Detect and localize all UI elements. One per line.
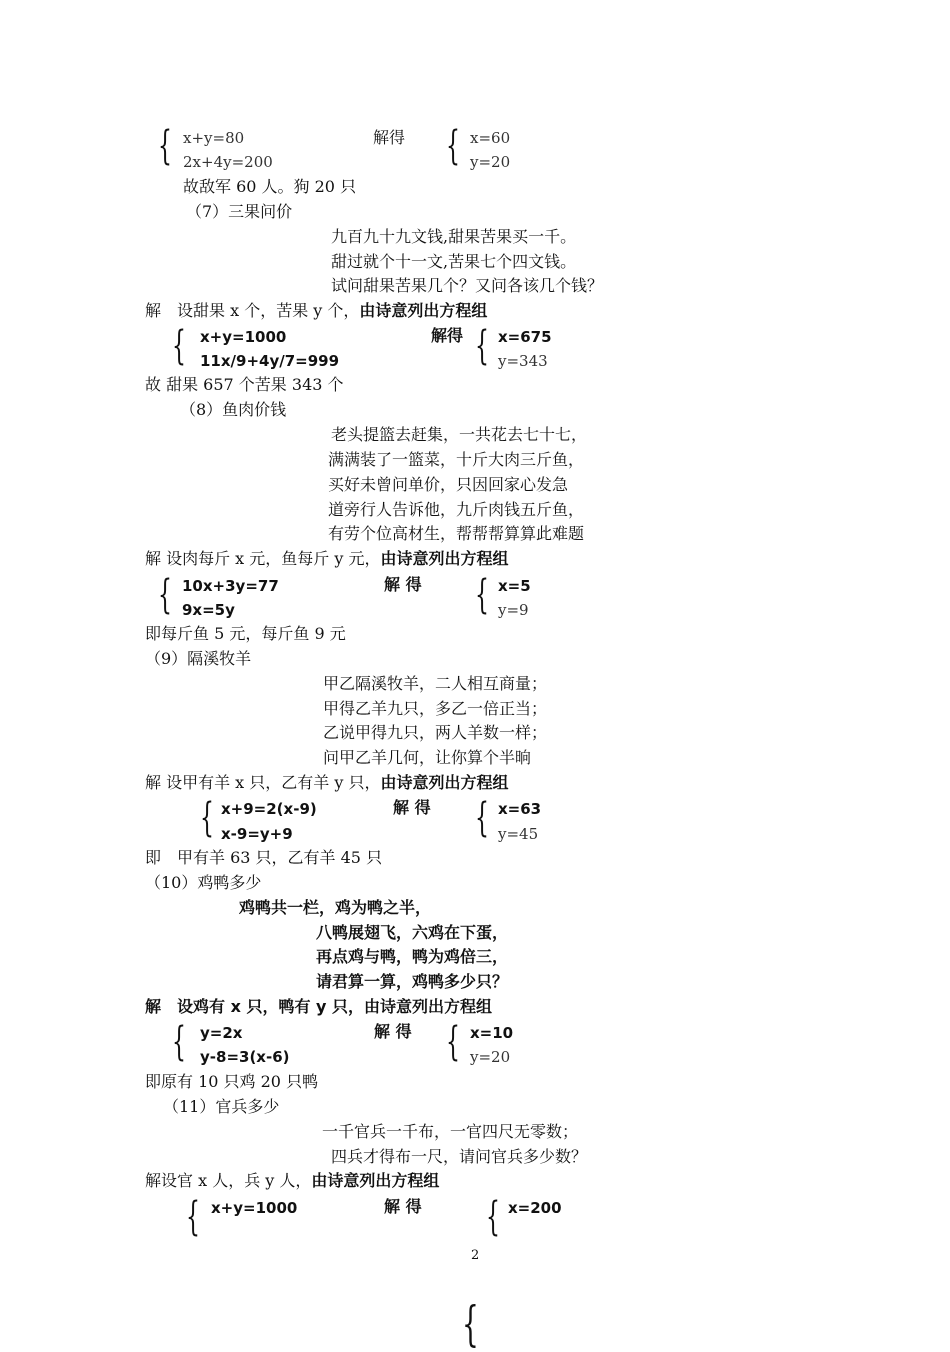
conclusion: 即原有 10 只鸡 20 只鸭	[145, 1072, 319, 1091]
equation: x+y=1000	[211, 1199, 298, 1217]
solve-label: 解得	[431, 326, 464, 345]
solution: y=45	[498, 825, 539, 843]
left-brace: {	[200, 795, 214, 841]
solve-label: 解 得	[384, 575, 422, 594]
poem-line: 问甲乙羊几何，让你算个半晌	[323, 748, 532, 767]
poem-line: 乙说甲得九只，两人羊数一样；	[323, 723, 548, 742]
solve-label: 解得	[373, 128, 406, 147]
solution: x=10	[470, 1024, 514, 1042]
left-brace: {	[475, 323, 489, 369]
problem-title: （8）鱼肉价钱	[180, 400, 287, 419]
left-brace: {	[462, 1296, 479, 1352]
poem-line: 满满装了一篮菜，十斤大肉三斤鱼，	[328, 450, 585, 469]
solve-label: 解 得	[384, 1197, 422, 1216]
solution: y=343	[498, 352, 548, 370]
equation: y=2x	[200, 1024, 243, 1042]
equation: 10x+3y=77	[182, 577, 279, 595]
poem-line: 道旁行人告诉他，九斤肉钱五斤鱼，	[328, 500, 585, 519]
solution: x=60	[470, 129, 511, 147]
solution-setup: 解 设甲有羊 x 只，乙有羊 y 只，由诗意列出方程组	[145, 773, 509, 792]
equation: 11x/9+4y/7=999	[200, 352, 340, 370]
poem-line: 甲得乙羊九只，多乙一倍正当；	[323, 699, 548, 718]
left-brace: {	[158, 572, 172, 618]
poem-line: 九百九十九文钱,甜果苦果买一千。	[331, 227, 577, 246]
equation: x+9=2(x-9)	[221, 800, 317, 818]
solution: y=20	[470, 1048, 511, 1066]
left-brace: {	[158, 123, 172, 169]
equation: x-9=y+9	[221, 825, 293, 843]
equation: x+y=1000	[200, 328, 287, 346]
solution: x=5	[498, 577, 531, 595]
poem-line: 买好未曾问单价，只因回家心发急	[328, 475, 569, 494]
solution-setup: 解设官 x 人，兵 y 人，由诗意列出方程组	[145, 1171, 440, 1190]
equation: x+y=80	[183, 129, 245, 147]
poem-line: 甲乙隔溪牧羊，二人相互商量；	[323, 674, 548, 693]
problem-title: （11）官兵多少	[163, 1097, 280, 1116]
solution: x=675	[498, 328, 552, 346]
poem-line: 鸡鸭共一栏，鸡为鸭之半，	[239, 898, 432, 917]
poem-line: 甜过就个十一文,苦果七个四文钱。	[331, 252, 577, 271]
poem-line: 请君算一算，鸡鸭多少只？	[316, 972, 509, 991]
solve-label: 解 得	[393, 798, 431, 817]
solution: y=20	[470, 153, 511, 171]
conclusion: 即每斤鱼 5 元，每斤鱼 9 元	[145, 624, 346, 643]
left-brace: {	[446, 1019, 460, 1065]
problem-title: （9）隔溪牧羊	[145, 649, 252, 668]
poem-line: 有劳个位高材生，帮帮帮算算此难题	[328, 524, 585, 543]
equation: 9x=5y	[182, 601, 235, 619]
left-brace: {	[446, 123, 460, 169]
poem-line: 八鸭展翅飞，六鸡在下蛋，	[316, 923, 509, 942]
left-brace: {	[172, 323, 186, 369]
problem-title: （7）三果问价	[186, 202, 293, 221]
poem-line: 试问甜果苦果几个？又问各该几个钱？	[331, 276, 604, 295]
left-brace: {	[486, 1194, 500, 1240]
solution: x=200	[508, 1199, 562, 1217]
poem-line: 老头提篮去赶集，一共花去七十七，	[331, 425, 588, 444]
solution-setup: 解 设甜果 x 个，苦果 y 个，由诗意列出方程组	[145, 301, 488, 320]
equation: y-8=3(x-6)	[200, 1048, 290, 1066]
page-number: 2	[471, 1248, 480, 1263]
problem-title: （10）鸡鸭多少	[145, 873, 262, 892]
left-brace: {	[475, 572, 489, 618]
solution-setup: 解 设鸡有 x 只，鸭有 y 只，由诗意列出方程组	[145, 997, 493, 1016]
conclusion: 即 甲有羊 63 只，乙有羊 45 只	[145, 848, 383, 867]
solve-label: 解 得	[374, 1022, 412, 1041]
left-brace: {	[475, 795, 489, 841]
conclusion: 故 甜果 657 个苦果 343 个	[145, 375, 344, 394]
left-brace: {	[186, 1194, 200, 1240]
solution-setup: 解 设肉每斤 x 元，鱼每斤 y 元，由诗意列出方程组	[145, 549, 509, 568]
conclusion: 故敌军 60 人。狗 20 只	[183, 177, 357, 196]
solution: x=63	[498, 800, 542, 818]
poem-line: 一千官兵一千布，一官四尺无零数；	[322, 1122, 579, 1141]
solution: y=9	[498, 601, 529, 619]
poem-line: 四兵才得布一尺，请问官兵多少数？	[331, 1147, 588, 1166]
poem-line: 再点鸡与鸭，鸭为鸡倍三，	[316, 947, 509, 966]
equation: 2x+4y=200	[183, 153, 273, 171]
left-brace: {	[172, 1019, 186, 1065]
